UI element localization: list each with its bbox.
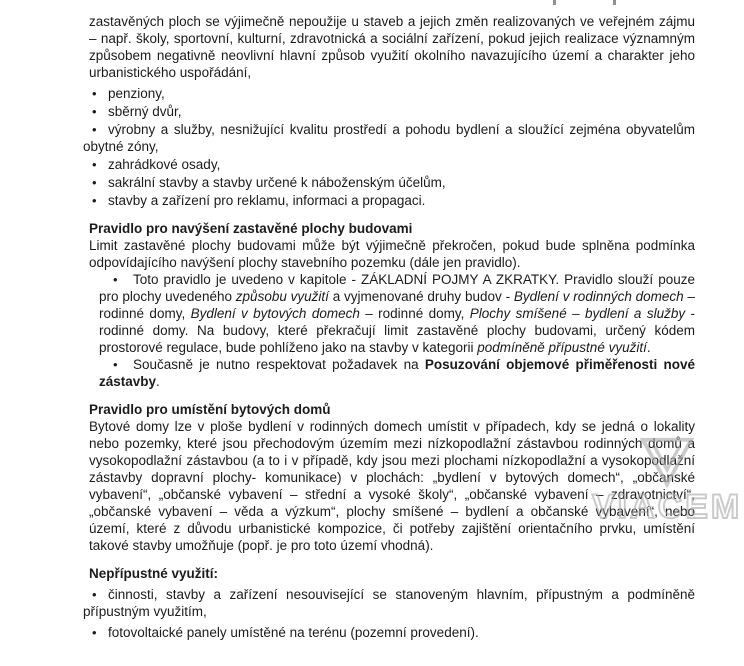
text-segment: a vyjmenované druhy budov - — [328, 289, 514, 304]
text-segment: Toto pravidlo je uvedeno v kapitole - ZÁKLADNÍ POJMY A ZKRATKY. Pravidlo slouží pouze pro plochy uvedeného — [99, 272, 695, 304]
text-segment: činnosti, stavby a zařízení nesouvisející se stanoveným hlavním, přípustným a podmíněně přípustným využitím, — [83, 587, 695, 619]
bullet-icon: • — [92, 122, 97, 137]
bullet-icon: • — [113, 272, 118, 287]
section-paragraph: Bytové domy lze v ploše bydlení v rodinných domech umístit v případech, kdy se jedná o lokality nebo pozemky, které jsou přechodovým územím mezi nízkopodlažní zástavbou rodinných domů a vysokopodlažní zástavbou (a to i v případě, kdy jsou mezi plochami nízkopodlažní a vysokopodlažní zástavby dopravní plochy- komunikace) v plochách: „bydlení v bytových domech“, „občanské vybavení“, „občanské vybavení – střední a vysoké školy“, „občanské vybavení – zdravotnictví“, „občanské vybavení – věda a výzkum“, plochy smíšené – bydlení a občanské vybavení“, nebo území, které z důvodu urbanistické kompozice, či potřeby zajištění orientačního prvku, umístění takové stavby umožňuje (popř. je pro toto území vhodná). — [89, 419, 695, 553]
text-segment: způsobu využití — [235, 289, 329, 304]
text-segment: sakrální stavby a stavby určené k náboženským účelům, — [108, 175, 446, 190]
section-heading: Pravidlo pro navýšení zastavěné plochy budovami — [89, 221, 413, 236]
intro-paragraph: zastavěných ploch se výjimečně nepoužije u staveb a jejich změn realizovaných ve veřejném zájmu – např. školy, sportovní, kulturní, zdravotnická a sociální zařízení, pokud jejich realizace významným způsobem negativně neovlivní hlavní způsob využití okolního navazujícího území a charakter jeho urbanistického uspořádání, — [89, 14, 695, 80]
scan-artifact — [613, 0, 616, 5]
text-segment: podmíněně přípustné využití — [477, 340, 647, 355]
bullet-icon: • — [92, 625, 97, 640]
inadmissible-list — [83, 586, 695, 641]
section-rule-apartments — [89, 401, 695, 554]
section-heading: Nepřípustné využití: — [89, 566, 219, 581]
bullet-icon: • — [92, 104, 97, 119]
list-item — [83, 121, 695, 155]
bullet-icon: • — [92, 587, 97, 602]
text-segment: . — [646, 340, 651, 355]
bullet-icon: • — [92, 193, 97, 208]
text-segment: Plochy smíšené – bydlení a služby — [469, 306, 686, 321]
list-item — [83, 586, 695, 620]
list-item — [83, 85, 695, 102]
bullet-icon: • — [92, 86, 97, 101]
document-body — [83, 13, 696, 641]
scan-artifact — [553, 0, 556, 5]
text-segment: fotovoltaické panely umístěné na terénu (pozemní provedení). — [108, 625, 479, 640]
text-segment: Bydlení v rodinných domech — [513, 289, 684, 304]
bullet-icon: • — [113, 357, 118, 372]
text-segment: - rodinné domy. Na budovy, které překračují limit zastavěné plochy budovami, určený kódem prostorové regulace, bude pohlíženo jako na stavby v kategorii — [99, 306, 696, 355]
text-segment: sběrný dvůr, — [108, 104, 182, 119]
text-segment: výrobny a služby, nesnižující kvalitu prostředí a pohodu bydlení a sloužící zejména obyvatelům obytné zóny, — [83, 122, 695, 154]
list-item — [83, 103, 695, 120]
rule-built-area-list — [89, 271, 695, 390]
permitted-uses-list — [83, 85, 695, 209]
bullet-icon: • — [92, 175, 97, 190]
text-segment: stavby a zařízení pro reklamu, informaci a propagaci. — [108, 193, 426, 208]
section-heading: Pravidlo pro umístění bytových domů — [89, 402, 331, 417]
list-item — [83, 156, 695, 173]
bullet-icon: • — [92, 157, 97, 172]
section-rule-built-area — [89, 220, 695, 390]
text-segment: penziony, — [108, 86, 165, 101]
list-item — [83, 174, 695, 191]
watermark-text: VIACEM — [592, 488, 743, 526]
section-paragraph: Limit zastavěné plochy budovami může být výjimečně překročen, pokud bude splněna podmínka odpovídajícího navýšení plochy stavebního pozemku (dále jen pravidlo). — [89, 238, 695, 270]
list-item — [99, 356, 695, 390]
text-segment: Současně je nutno respektovat požadavek na — [133, 357, 425, 372]
list-item — [83, 192, 695, 209]
list-item — [83, 624, 695, 641]
text-segment: Bydlení v bytových domech — [190, 306, 360, 321]
text-segment: – rodinné domy, — [99, 289, 696, 321]
text-segment: . — [156, 374, 160, 389]
list-item — [99, 271, 695, 356]
text-segment: Posuzování objemové přiměřenosti nové zástavby — [99, 357, 695, 389]
text-segment: – rodinné domy, — [359, 306, 470, 321]
text-segment: zahrádkové osady, — [108, 157, 221, 172]
section-inadmissible — [83, 565, 695, 641]
